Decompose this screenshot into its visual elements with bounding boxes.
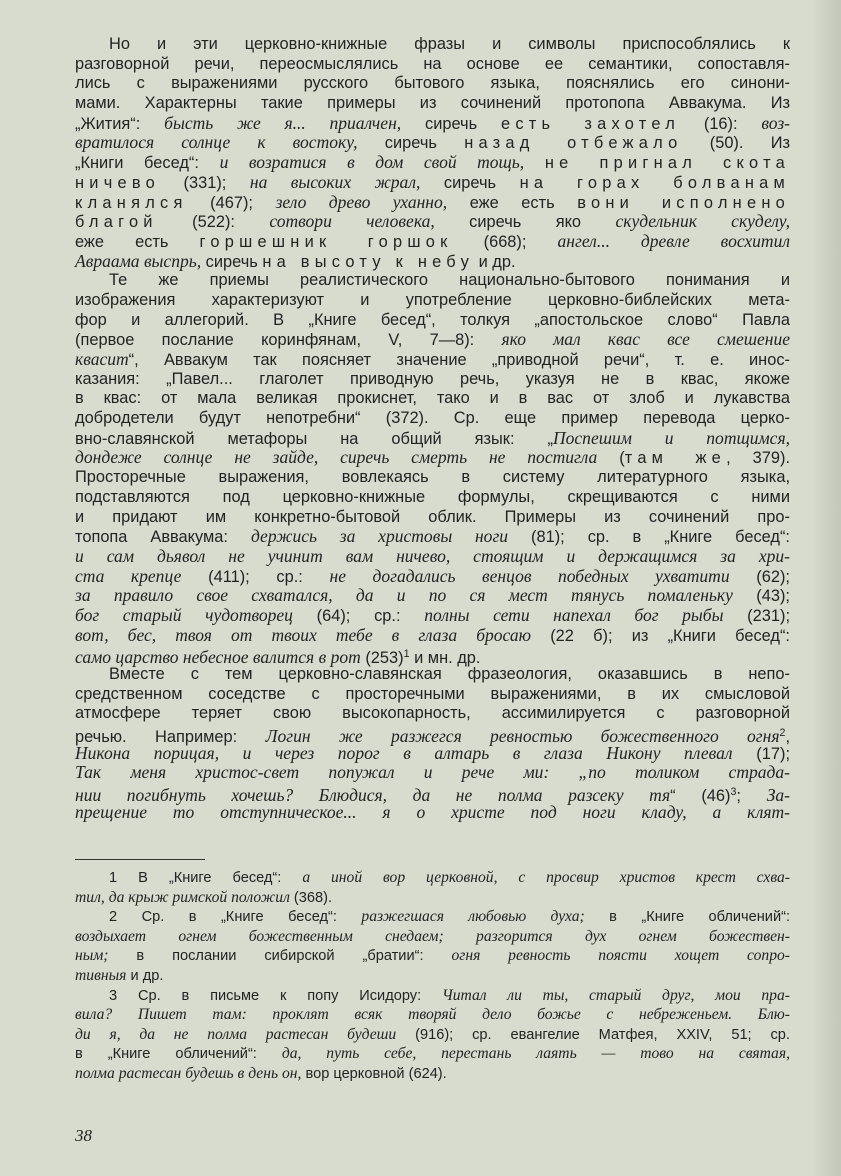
italic-quote: зело древо уханно, [275, 191, 448, 212]
text-run: сиречь яко [434, 213, 616, 232]
text-line [75, 665, 790, 685]
italic-quote: да, путь себе, перестань лаять — тово на святая, [281, 1045, 791, 1063]
text-run: (62); [729, 567, 790, 586]
text-line [75, 567, 790, 587]
text-run: (17); [732, 744, 790, 763]
italic-quote: прещение то отступническое... я о христе под ноги кладу, а клят- [75, 801, 790, 822]
text-run: в квас: от мала великая прокиснет, тако и в вас от злоб и лукавства [75, 389, 790, 408]
italic-quote: бог старый чудотворец [75, 604, 293, 625]
text-line [75, 311, 790, 331]
text-run: добродетели будут непотребни“ (372). Ср. еще пример перевода церко- [75, 409, 790, 428]
text-line [75, 271, 790, 291]
text-run: мами. Характерны такие примеры из сочинений протопопа Аввакума. Из [75, 94, 790, 113]
text-line [75, 1044, 790, 1064]
text-line [75, 370, 790, 390]
text-run: в послании сибирской „братии“: [108, 948, 452, 965]
text-run: сиречь [401, 114, 501, 133]
text-run: (916); ср. евангелие Матфея, XXIV, 51; ср. [396, 1026, 790, 1043]
italic-quote: ди я, да не полма растесан будеши [75, 1025, 397, 1043]
text-run: ; [736, 786, 767, 805]
text-run: Просторечные выражения, вовлекаясь в систему литературного языка, [75, 468, 790, 487]
spaced-gloss: не пригнал скота [544, 154, 790, 173]
text-run: в „Книге обличений“: [75, 1046, 282, 1063]
text-run: (81); ср. в „Книге бесед“: [508, 528, 790, 547]
italic-quote: Авраама выспрь, [75, 250, 202, 271]
text-line [75, 868, 790, 888]
text-run: (231); [723, 606, 790, 625]
text-line [75, 888, 790, 908]
text-run: (368). [289, 889, 333, 906]
text-line [75, 744, 790, 764]
text-run: топопа Аввакума: [75, 528, 251, 547]
text-run: (331); [160, 173, 250, 192]
text-run: разговорной речи, переосмыслялись на основе ее семантики, сопоставля- [75, 54, 790, 73]
italic-quote: нии погибнуть хочешь? Блюдися, да не полма разсеку тя [75, 784, 671, 805]
text-line [75, 173, 790, 193]
italic-quote: а иной вор церковной, с просвир христов крест схва- [302, 869, 790, 886]
text-line [75, 508, 790, 528]
text-run: Вместе с тем церковно-славянская фразеология, оказавшись в непо- [109, 665, 790, 683]
text-run: (64); ср.: [292, 606, 425, 625]
text-line [75, 153, 790, 173]
spaced-gloss: ничево [75, 173, 160, 192]
text-run: “, Аввакум так поясняет значение „приводной речи“, т. е. инос- [128, 351, 790, 369]
text-run: фор и аллегорий. В „Книге бесед“, толкуя „апостольское слово“ Павла [75, 310, 790, 329]
text-line [75, 907, 790, 927]
text-run: (668); [452, 232, 558, 251]
text-run: 1 В „Книге бесед“: [109, 870, 303, 886]
italic-quote: ным; [75, 947, 109, 965]
text-run: еже есть [447, 193, 578, 212]
italic-quote: сотвори человека, [269, 211, 435, 232]
text-line [75, 946, 790, 966]
text-line [75, 803, 790, 823]
text-run: и мн. др. [409, 649, 481, 668]
text-line [75, 927, 790, 947]
italic-quote: ста крепце [75, 565, 182, 586]
italic-quote: квасит [75, 349, 129, 369]
text-line [75, 74, 790, 94]
text-line [75, 1005, 790, 1025]
italic-quote: ангел... древле восхитил [557, 230, 790, 251]
spaced-gloss: вони исполнено [577, 193, 790, 212]
text-run: изображения характеризуют и употребление церковно-библейских мета- [75, 290, 790, 309]
text-line [75, 55, 790, 75]
italic-quote: полны сети напехал бог рыбы [424, 604, 724, 625]
spaced-gloss: назад отбежало [464, 134, 683, 153]
spaced-gloss: кланялся [75, 193, 188, 212]
text-line [75, 35, 790, 55]
text-line [75, 783, 790, 803]
text-run: подставляются под церковно-книжные формулы, скрещиваются с ними [75, 487, 790, 506]
text-run: (16): [680, 114, 762, 133]
text-line [75, 94, 790, 114]
italic-quote: и возратися в дом свой тощь, [219, 152, 525, 173]
text-line [75, 724, 790, 744]
text-run: (50). Из [682, 134, 791, 153]
text-line [75, 645, 790, 668]
main-text [75, 35, 790, 823]
text-run: 2 Ср. в „Книге бесед“: [109, 909, 362, 926]
italic-quote: само царство небесное валится в рот [75, 647, 361, 668]
italic-quote: не догадались венцов победных ухватити [329, 565, 730, 586]
text-run: еже есть [75, 232, 200, 251]
italic-quote: на высоких жрал, [249, 171, 421, 192]
italic-quote: за правило свое схватался, да и по ся мест тянусь помаленьку [75, 585, 733, 606]
text-run: и придают им конкретно-бытовой облик. Примеры из сочинений про- [75, 507, 790, 526]
text-line [75, 685, 790, 705]
text-run: вно-славянской метафоры на общий язык: „ [75, 429, 553, 448]
footnotes [75, 868, 790, 1084]
text-line [75, 429, 790, 449]
italic-quote: Так меня христос-свет попужал и рече ми: „по толиком страда- [75, 762, 790, 783]
text-line [75, 232, 790, 252]
italic-quote: воз- [761, 112, 791, 133]
text-run: , [785, 727, 790, 746]
text-run: и др. [126, 967, 164, 984]
italic-quote: держись за христовы ноги [250, 526, 509, 547]
text-run: ( [597, 449, 625, 468]
spaced-gloss: там же [624, 449, 727, 468]
italic-quote: вила? Пишет там: проклят всяк творяй дело божье с небреженьем. Блю- [75, 1006, 790, 1024]
text-run: казания: „Павел... глаголет приводную речь, указуя не в квас, якоже [75, 369, 790, 388]
text-line [75, 114, 790, 134]
text-line [75, 1025, 790, 1045]
text-line [75, 626, 790, 646]
italic-quote: За- [766, 784, 791, 805]
text-line [75, 547, 790, 567]
italic-quote: вот, бес, твоя от твоих тебе в глаза бросаю [75, 624, 531, 645]
text-run: „Книги бесед“: [75, 154, 220, 173]
italic-quote: полма растесан будешь в день он, [75, 1064, 302, 1082]
text-run: (первое послание коринфянам, V, 7—8): [75, 331, 502, 350]
text-run: средственном соседстве с просторечными выражениями, в их смысловой [75, 684, 790, 703]
text-line [75, 606, 790, 626]
text-run: сиречь [201, 252, 263, 271]
text-run: (22 б); из „Книги бесед“: [531, 626, 790, 645]
text-run: сиречь [357, 134, 465, 153]
spaced-gloss: горшешник горшок [199, 232, 453, 251]
text-line [75, 704, 790, 724]
italic-quote: Читал ли ты, старый друг, мои пра- [441, 986, 790, 1004]
text-run: атмосфере теряет свою высокопарность, ассимилируется с разговорной [75, 704, 790, 723]
text-run: лись с выражениями русского бытового языка, пояснялись его синони- [75, 74, 790, 93]
italic-quote: огня ревность поясти хощет сопро- [451, 947, 791, 965]
text-line [75, 291, 790, 311]
text-run: и др. [474, 252, 516, 271]
footnote-ref: 1 [403, 648, 410, 661]
text-line [75, 448, 790, 468]
text-run: (411); ср.: [181, 567, 330, 586]
page-number: 38 [75, 1126, 92, 1145]
text-line [75, 966, 790, 986]
spaced-gloss: благой [75, 213, 158, 232]
italic-quote: Поспешим и потщимся, [552, 427, 790, 448]
spaced-gloss: на горах болванам [519, 173, 790, 192]
page-edge-shadow [811, 0, 841, 1176]
text-line [75, 763, 790, 783]
italic-quote: яко мал квас все смешение [501, 329, 790, 350]
text-run [524, 154, 545, 172]
text-run: речью. Например: [75, 727, 266, 746]
text-line [75, 527, 790, 547]
italic-quote: вратилося солнце к востоку, [75, 132, 358, 153]
text-run: , 379). [726, 449, 790, 468]
text-line [75, 133, 790, 153]
text-run: “ (46) [670, 786, 731, 805]
text-line [75, 1064, 790, 1084]
spaced-gloss: на высоту к небу [262, 252, 475, 271]
text-run: в „Книге обличений“: [584, 909, 791, 926]
text-line [75, 586, 790, 606]
italic-quote: бысть же я... приалчен, [164, 112, 402, 133]
text-run: Но и эти церковно-книжные фразы и символы приспособлялись к [109, 35, 790, 53]
italic-quote: дондеже солнце не зайде, сиречь смерть не постигла [75, 447, 598, 468]
text-line [75, 212, 790, 232]
text-line [75, 488, 790, 508]
text-line [75, 193, 790, 213]
italic-quote: Логин же разжегся ревностью божественного огня [265, 725, 780, 746]
italic-quote: и сам дьявол не учинит вам ничево, стоящим и держащимся за хри- [75, 545, 790, 566]
text-line [75, 468, 790, 488]
italic-quote: разжегшася любовью духа; [361, 908, 585, 926]
text-run: (253) [360, 649, 404, 668]
text-run: сиречь [420, 173, 520, 192]
footnote-ref: 3 [730, 786, 737, 799]
italic-quote: тил, да крыж римской положил [75, 888, 290, 906]
text-line [75, 330, 790, 350]
text-line [75, 350, 790, 370]
text-run: 3 Ср. в письме к попу Исидору: [109, 987, 442, 1004]
text-run: (522): [157, 213, 270, 232]
text-line [75, 986, 790, 1006]
italic-quote: скудельник скуделу, [615, 211, 791, 232]
text-run: (467); [187, 193, 276, 212]
text-run: (43); [732, 587, 790, 606]
text-line [75, 409, 790, 429]
text-run: вор церковной (624). [301, 1065, 447, 1082]
italic-quote: тивныя [75, 966, 127, 984]
italic-quote: Никона порицая, и через порог в алтарь в глаза Никону плевал [75, 742, 733, 763]
text-line [75, 389, 790, 409]
text-line [75, 252, 790, 272]
spaced-gloss: есть захотел [500, 114, 681, 133]
footnote-ref: 2 [779, 727, 786, 740]
text-run: „Жития“: [75, 114, 165, 133]
footnote-divider [75, 859, 205, 860]
italic-quote: воздыхает огнем божественным снедаем; разгорится дух огнем божествен- [75, 927, 790, 945]
text-run: Те же приемы реалистического национально-бытового понимания и [109, 271, 790, 290]
